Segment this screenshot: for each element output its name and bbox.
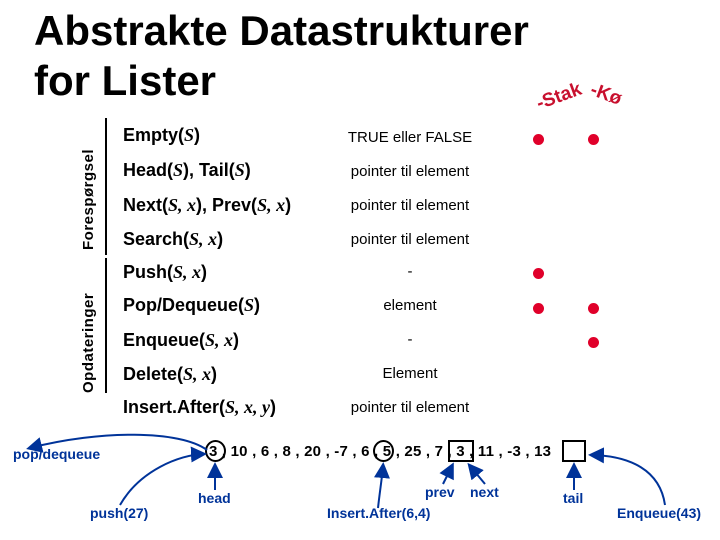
prev-arrow bbox=[443, 466, 452, 484]
result-empty: TRUE eller FALSE bbox=[347, 129, 473, 146]
result-search: pointer til element bbox=[350, 231, 470, 248]
label-insert-after: Insert.After(6,4) bbox=[327, 505, 431, 521]
label-pop-dequeue: pop/dequeue bbox=[13, 446, 101, 462]
op-enqueue: Enqueue(S, x) bbox=[123, 330, 240, 350]
column-head-queue: -Kø bbox=[587, 79, 625, 110]
result-delete: Element bbox=[382, 365, 438, 382]
label-prev: prev bbox=[425, 484, 455, 500]
op-empty: Empty(S) bbox=[123, 125, 201, 145]
result-next-prev: pointer til element bbox=[350, 197, 470, 214]
insert-after-arrow bbox=[378, 466, 383, 508]
enqueue-arrow bbox=[592, 455, 665, 505]
result-pop-dequeue: element bbox=[383, 297, 437, 314]
op-next-prev: Next(S, x), Prev(S, x) bbox=[123, 195, 292, 215]
op-pop-dequeue: Pop/Dequeue(S) bbox=[123, 295, 261, 315]
column-head-stack: -Stak bbox=[533, 78, 585, 115]
next-arrow bbox=[470, 466, 485, 484]
result-head-tail: pointer til element bbox=[350, 163, 470, 180]
op-insert-after: Insert.After(S, x, y) bbox=[123, 397, 277, 417]
op-push: Push(S, x) bbox=[123, 262, 208, 282]
op-delete: Delete(S, x) bbox=[123, 364, 218, 384]
push-arrow bbox=[120, 454, 203, 505]
op-head-tail: Head(S), Tail(S) bbox=[123, 160, 251, 180]
side-label-queries: Forespørgsel bbox=[80, 148, 97, 250]
op-search: Search(S, x) bbox=[123, 229, 224, 249]
result-push: - bbox=[407, 263, 413, 280]
linked-list-sequence: 3 , 10 , 6 , 8 , 20 , -7 , 6 , 5 , 25 , 7 , 3 , 11 , -3 , 13 bbox=[209, 443, 552, 460]
label-head: head bbox=[198, 490, 231, 506]
title-line-2: for Lister bbox=[34, 57, 217, 104]
label-enqueue: Enqueue(43) bbox=[617, 505, 702, 521]
result-insert-after: pointer til element bbox=[350, 399, 470, 416]
label-tail: tail bbox=[563, 490, 584, 506]
title-line-1: Abstrakte Datastrukturer bbox=[34, 7, 529, 54]
side-label-updates: Opdateringer bbox=[80, 292, 97, 393]
label-next: next bbox=[470, 484, 499, 500]
result-enqueue: - bbox=[407, 331, 413, 348]
label-push: push(27) bbox=[90, 505, 149, 521]
